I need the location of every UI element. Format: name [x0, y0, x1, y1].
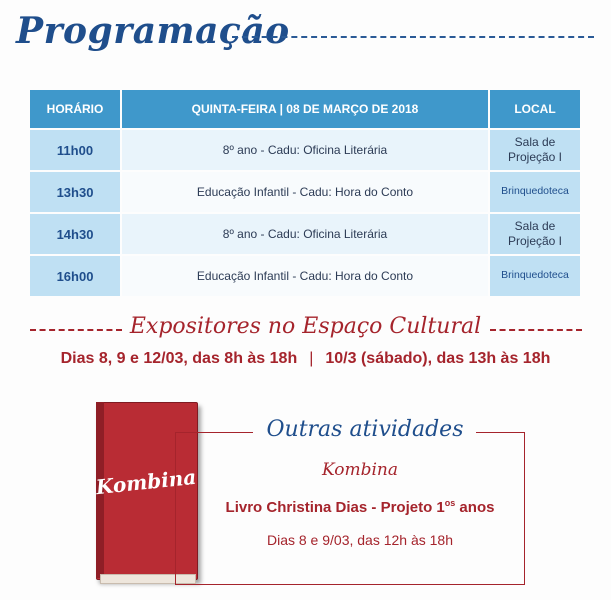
- table-row: [30, 172, 580, 212]
- activity-description: [200, 498, 520, 516]
- row-activity: Educação Infantil - Cadu: Hora do Conto: [122, 256, 488, 296]
- row-local: Brinquedoteca: [490, 256, 580, 296]
- expositores-dates: [0, 350, 611, 368]
- row-time: 16h00: [30, 256, 120, 296]
- row-activity: Educação Infantil - Cadu: Hora do Conto: [122, 172, 488, 212]
- row-time: 14h30: [30, 214, 120, 254]
- row-activity: 8º ano - Cadu: Oficina Literária: [122, 130, 488, 170]
- row-activity: 8º ano - Cadu: Oficina Literária: [122, 214, 488, 254]
- table-row: [30, 130, 580, 170]
- header-horario: HORÁRIO: [30, 90, 120, 128]
- table-row: [30, 214, 580, 254]
- row-local: Brinquedoteca: [490, 172, 580, 212]
- table-row: [30, 256, 580, 296]
- book-cover-label: Kombina: [94, 464, 198, 500]
- row-time: 13h30: [30, 172, 120, 212]
- expositores-dates-left: Dias 8, 9 e 12/03, das 8h às 18h: [60, 350, 298, 367]
- livro-end: anos: [455, 499, 495, 516]
- dates-separator: |: [309, 350, 314, 367]
- livro-main: Livro Christina Dias - Projeto 1: [225, 499, 445, 516]
- header-date: QUINTA-FEIRA | 08 DE MARÇO DE 2018: [122, 90, 488, 128]
- outras-title: Outras atividades: [266, 417, 464, 442]
- header-local: LOCAL: [490, 90, 580, 128]
- expositores-title: Expositores no Espaço Cultural: [129, 314, 482, 339]
- table-header-row: [30, 90, 580, 128]
- expositores-dates-right: 10/3 (sábado), das 13h às 18h: [325, 350, 551, 367]
- schedule-table: [28, 88, 582, 298]
- activity-dates: Dias 8 e 9/03, das 12h às 18h: [266, 532, 454, 548]
- page-title: Programação: [16, 10, 290, 52]
- row-local: Sala de Projeção I: [490, 130, 580, 170]
- livro-superscript: os: [444, 498, 456, 508]
- title-divider: [232, 36, 594, 38]
- row-time: 11h00: [30, 130, 120, 170]
- row-local: Sala de Projeção I: [490, 214, 580, 254]
- activity-name: Kombina: [321, 460, 398, 480]
